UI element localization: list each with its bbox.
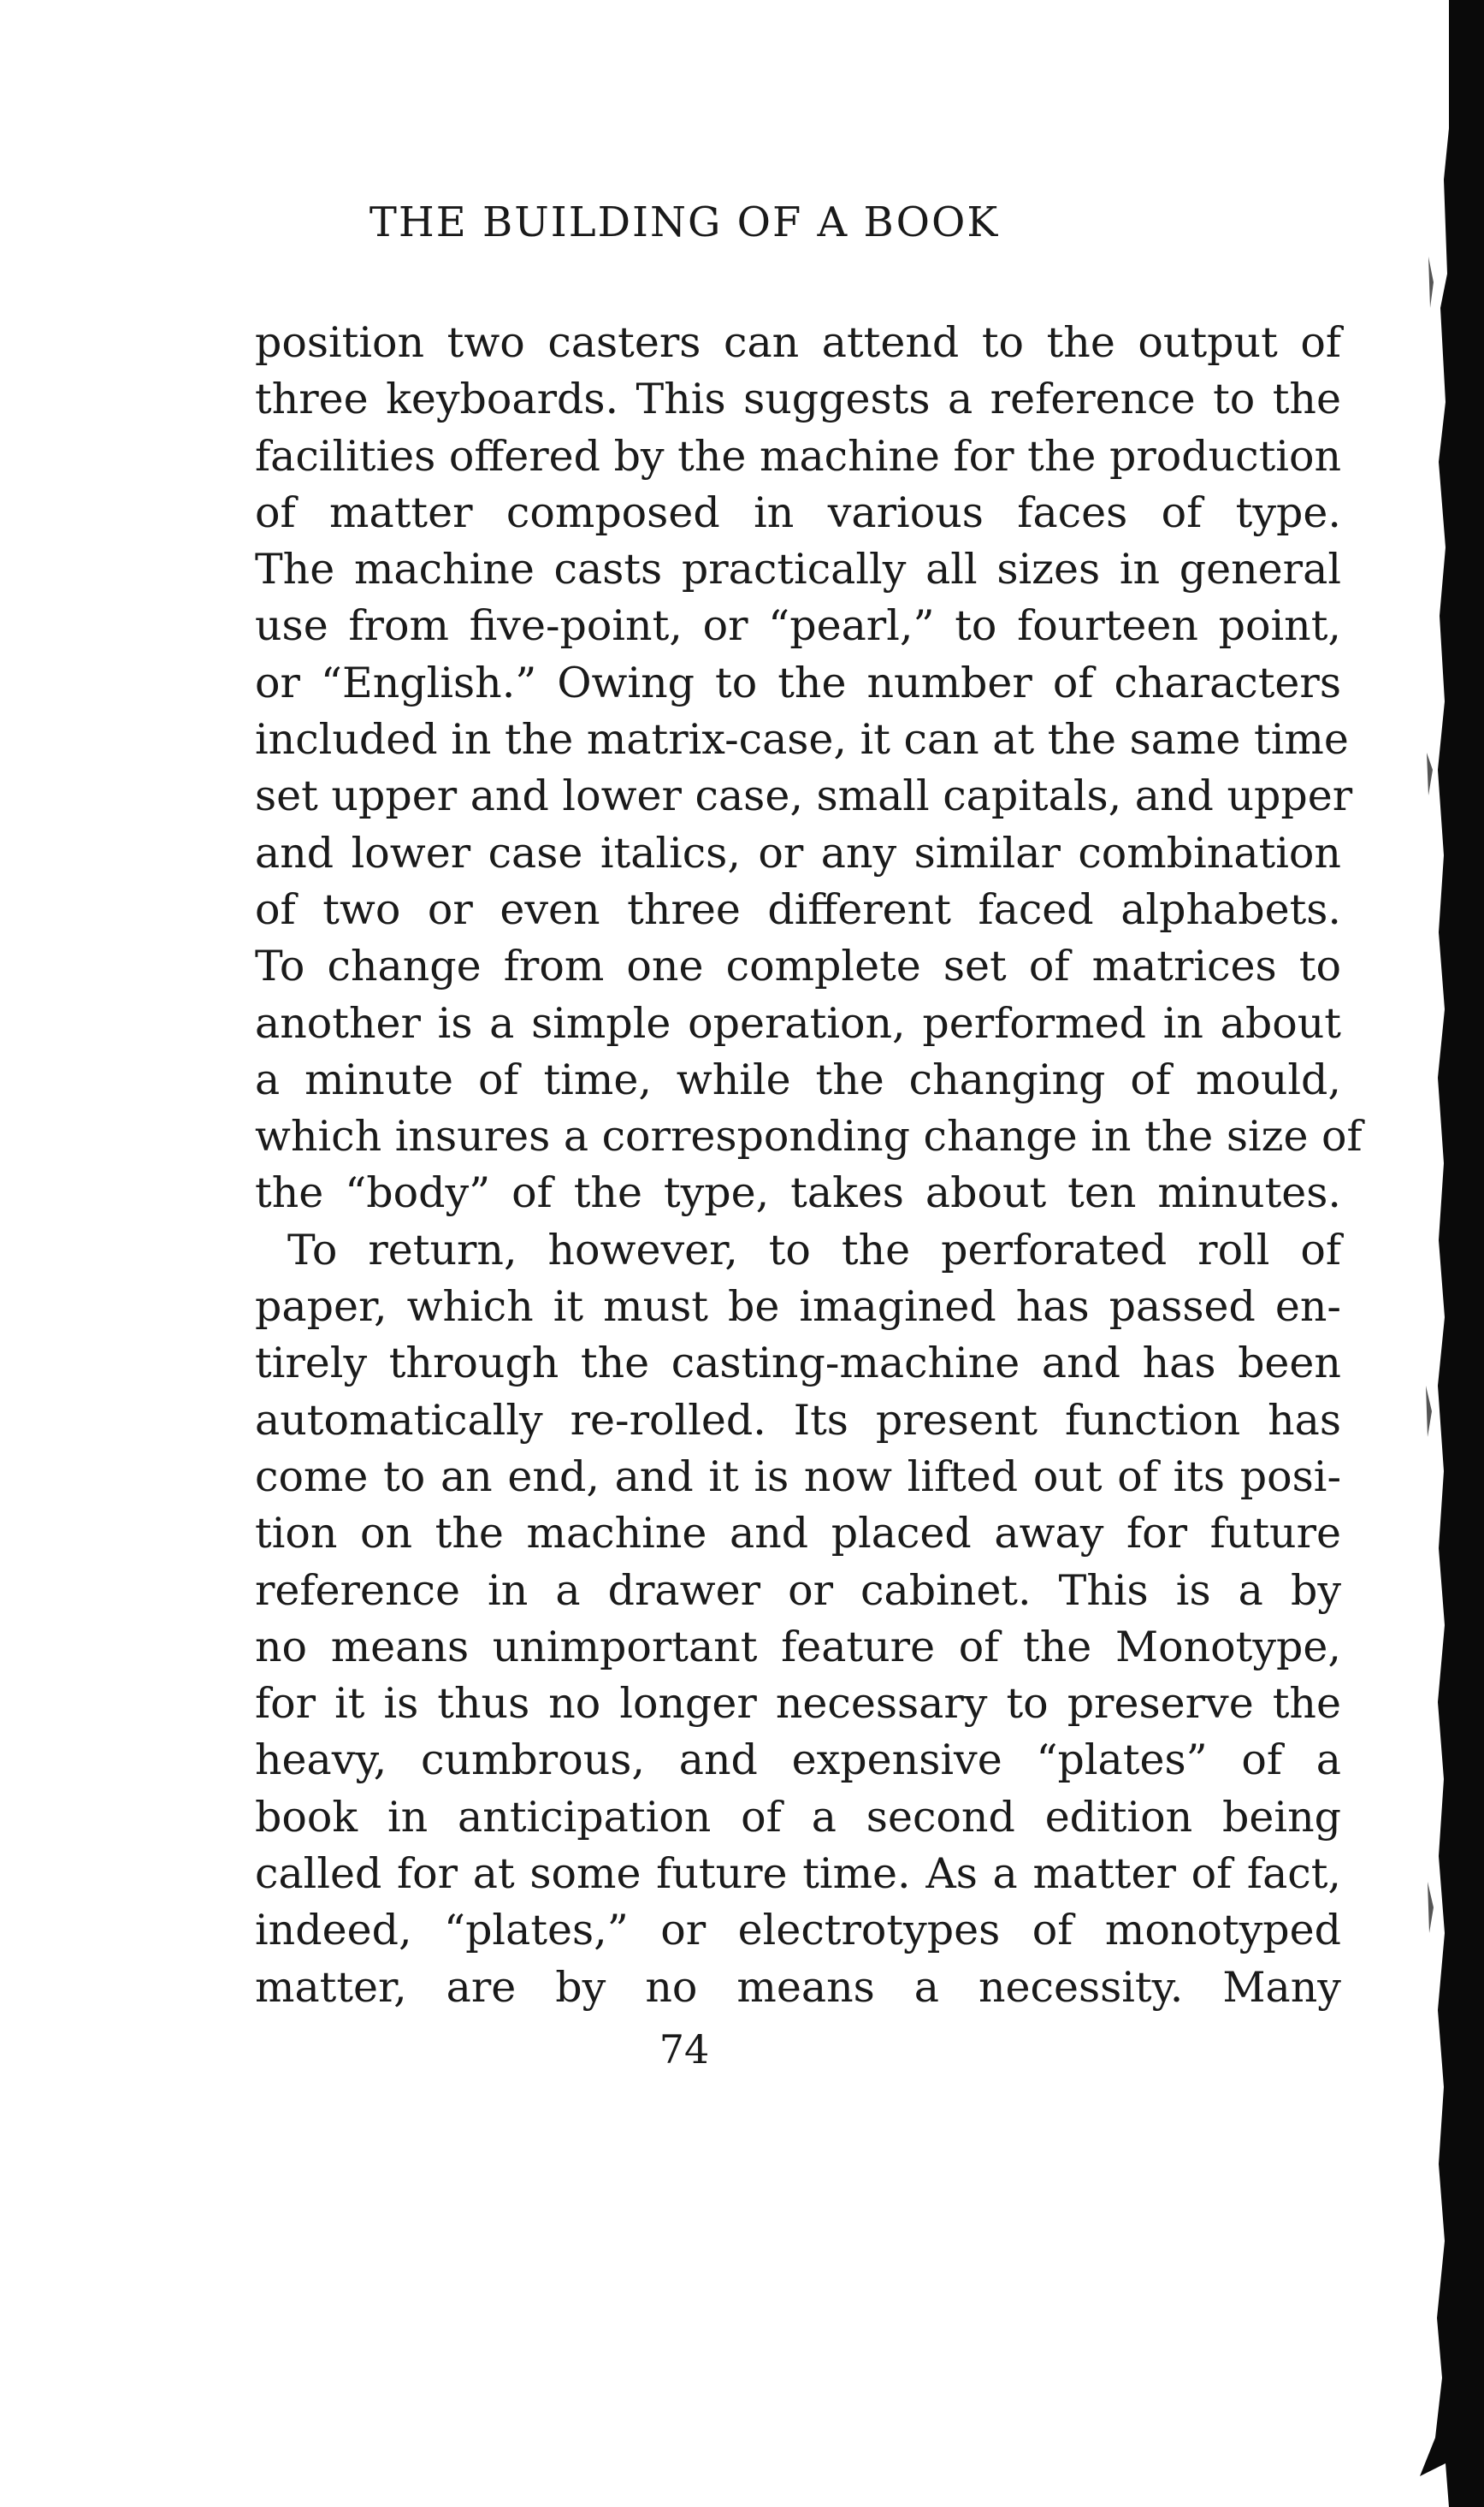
text-line: set upper and lower case, small capitals, and upper <box>255 772 1353 821</box>
scanned-page-edge <box>1386 0 1484 2507</box>
text-line: no means unimportant feature of the Monotype, <box>255 1622 1341 1671</box>
text-line: tion on the machine and placed away for future <box>255 1509 1341 1558</box>
text-line: The machine casts practically all sizes in general <box>255 545 1341 594</box>
text-line: a minute of time, while the changing of mould, <box>255 1055 1341 1104</box>
text-line: which insures a corresponding change in the size of <box>255 1112 1363 1162</box>
text-line: three keyboards. This suggests a reference to the <box>255 375 1341 424</box>
text-line: To return, however, to the perforated roll of <box>287 1225 1341 1274</box>
page-number: 74 <box>659 2026 710 2072</box>
text-line: and lower case italics, or any similar combination <box>255 828 1341 878</box>
body-text <box>255 315 1363 2016</box>
text-line: or “English.” Owing to the number of characters <box>255 658 1341 707</box>
running-head: THE BUILDING OF A BOOK <box>369 198 1000 246</box>
text-line: book in anticipation of a second edition being <box>255 1792 1341 1842</box>
text-line: automatically re-rolled. Its present function has <box>255 1395 1341 1445</box>
text-line: tirely through the casting-machine and has been <box>255 1339 1341 1388</box>
text-line: reference in a drawer or cabinet. This is a by <box>255 1565 1341 1615</box>
page-edge-fleck <box>1426 257 1434 1933</box>
text-line: for it is thus no longer necessary to preserve the <box>255 1679 1341 1729</box>
text-line: position two casters can attend to the output of <box>255 318 1341 367</box>
text-line: heavy, cumbrous, and expensive “plates” of a <box>255 1735 1341 1785</box>
text-line: called for at some future time. As a matter of fact, <box>255 1849 1341 1899</box>
text-line: To change from one complete set of matrices to <box>255 942 1341 991</box>
text-line: paper, which it must be imagined has passed en- <box>255 1282 1341 1332</box>
text-line: facilities offered by the machine for the production <box>255 431 1342 481</box>
text-line: included in the matrix-case, it can at the same time <box>255 715 1349 765</box>
page-edge-shadow <box>1420 0 1484 2507</box>
text-line: use from five-point, or “pearl,” to fourteen point, <box>255 601 1341 651</box>
text-line: another is a simple operation, performed in about <box>255 998 1341 1048</box>
text-line: come to an end, and it is now lifted out of its posi- <box>255 1452 1341 1501</box>
text-line: matter, are by no means a necessity. Many <box>255 1962 1341 2012</box>
text-line: of matter composed in various faces of type. <box>255 488 1341 537</box>
text-line: of two or even three different faced alphabets. <box>255 884 1341 934</box>
text-line: indeed, “plates,” or electrotypes of monotyped <box>255 1906 1341 1955</box>
text-line: the “body” of the type, takes about ten minutes. <box>255 1168 1341 1218</box>
